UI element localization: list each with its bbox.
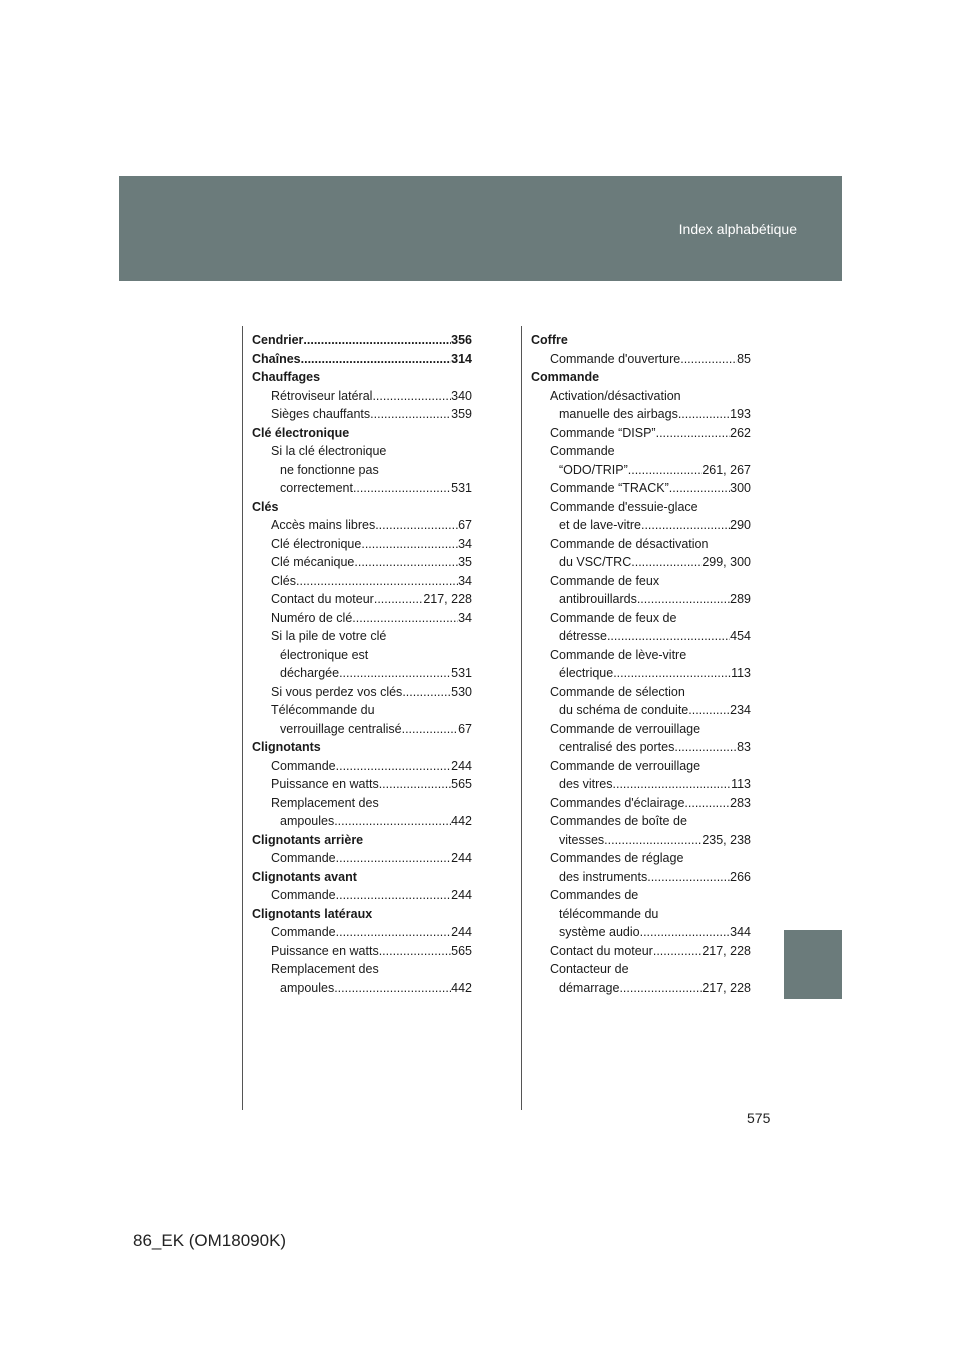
- dot-leader: [631, 553, 702, 572]
- dot-leader: [375, 516, 458, 535]
- entry-label: Sièges chauffants: [271, 407, 371, 421]
- page-reference: 531: [451, 481, 472, 495]
- dot-leader: [352, 609, 458, 628]
- entry-lead-line: [271, 553, 472, 572]
- entry-label: Clignotants arrière: [252, 832, 364, 847]
- dot-leader: [604, 831, 702, 850]
- entry-label: Numéro de clé: [271, 610, 353, 625]
- dot-leader: [641, 516, 730, 535]
- dot-leader: [619, 979, 702, 998]
- entry-lead-line: [550, 775, 751, 794]
- entry-label: système audio: [559, 925, 640, 939]
- page-reference: 565: [451, 777, 472, 791]
- entry-label: Clignotants avant: [252, 869, 357, 884]
- index-entry: [531, 350, 751, 369]
- dot-leader: [607, 627, 730, 646]
- page-reference: 314: [451, 351, 472, 366]
- entry-text-line: Commande: [550, 444, 615, 458]
- index-entry: [531, 757, 751, 794]
- entry-lead-line: [271, 535, 472, 554]
- index-entry: [252, 701, 472, 738]
- dot-leader: [647, 868, 730, 887]
- entry-text-line: Commande d'essuie-glace: [550, 499, 698, 514]
- entry-label: Clé électronique: [252, 425, 350, 440]
- entry-label: verrouillage centralisé: [280, 721, 402, 736]
- entry-lead-line: [271, 775, 472, 794]
- entry-label: Commande: [531, 370, 600, 384]
- entry-label: Contact du moteur: [271, 592, 374, 606]
- page-reference: 85: [737, 351, 751, 366]
- index-heading: [252, 368, 472, 387]
- entry-label: Puissance en watts: [271, 777, 379, 791]
- dot-leader: [674, 738, 737, 757]
- page-reference: 113: [731, 777, 751, 791]
- entry-lead-line: [252, 350, 472, 369]
- page-reference: 359: [451, 407, 472, 421]
- entry-label: Clé mécanique: [271, 555, 355, 569]
- page-reference: 299, 300: [702, 555, 751, 569]
- page-reference: 244: [451, 925, 472, 939]
- entry-label: Accès mains libres: [271, 518, 376, 532]
- index-heading: [531, 331, 751, 350]
- entry-label: Commande: [271, 888, 336, 902]
- page-reference: 217, 228: [702, 980, 751, 995]
- dot-leader: [353, 479, 451, 498]
- entry-label: et de lave-vitre: [559, 518, 641, 532]
- index-entry: [252, 516, 472, 535]
- entry-lead-line: [271, 590, 472, 609]
- index-entry: [531, 683, 751, 720]
- index-entry: [252, 590, 472, 609]
- index-entry: [252, 387, 472, 406]
- page-reference: 34: [458, 536, 472, 551]
- dot-leader: [402, 683, 451, 702]
- dot-leader: [336, 923, 452, 942]
- dot-leader: [296, 572, 458, 591]
- entry-text-line: ne fonctionne pas: [280, 462, 379, 477]
- entry-label: déchargée: [280, 666, 340, 680]
- entry-label: Commandes d'éclairage: [550, 795, 685, 810]
- entry-label: Cendrier: [252, 333, 304, 347]
- dot-leader: [640, 923, 731, 942]
- entry-lead-line: [271, 720, 472, 739]
- index-entry: [252, 609, 472, 628]
- entry-label: Puissance en watts: [271, 943, 379, 958]
- dot-leader: [370, 405, 451, 424]
- page-reference: 531: [451, 666, 472, 680]
- dot-leader: [336, 886, 452, 905]
- entry-lead-line: [550, 664, 751, 683]
- entry-lead-line: [550, 516, 751, 535]
- column-divider-middle: [521, 326, 522, 1110]
- dot-leader: [379, 942, 451, 961]
- entry-text-line: Commande de feux: [550, 573, 660, 588]
- entry-label: électrique: [559, 666, 614, 680]
- index-heading: [252, 498, 472, 517]
- dot-leader: [301, 350, 452, 369]
- entry-text-line: Remplacement des: [271, 962, 379, 976]
- index-heading: [531, 368, 751, 387]
- index-entry: [531, 812, 751, 849]
- entry-label: Contact du moteur: [550, 943, 653, 958]
- index-entry: [531, 794, 751, 813]
- entry-text-line: Contacteur de: [550, 962, 629, 976]
- page-reference: 113: [731, 666, 751, 680]
- entry-label: Chaînes: [252, 351, 301, 366]
- dot-leader: [684, 794, 730, 813]
- index-heading: [252, 831, 472, 850]
- page-reference: 356: [451, 333, 472, 347]
- entry-label: Clés: [252, 499, 279, 514]
- entry-lead-line: [550, 627, 751, 646]
- index-heading: [252, 738, 472, 757]
- page-reference: 261, 267: [702, 462, 751, 477]
- index-heading: [252, 331, 472, 350]
- entry-label: détresse: [559, 629, 607, 643]
- entry-lead-line: [550, 923, 751, 942]
- index-entry: [531, 960, 751, 997]
- index-entry: [252, 960, 472, 997]
- page-reference: 234: [730, 703, 751, 717]
- index-entry: [531, 424, 751, 443]
- page-reference: 530: [451, 684, 472, 699]
- index-entry: [252, 683, 472, 702]
- entry-label: du schéma de conduite: [559, 703, 689, 717]
- index-column-right: [531, 331, 751, 997]
- index-heading: [252, 905, 472, 924]
- dot-leader: [372, 387, 451, 406]
- entry-label: démarrage: [559, 980, 620, 995]
- entry-label: Commande: [271, 758, 336, 773]
- entry-text-line: Si la pile de votre clé: [271, 629, 387, 643]
- index-entry: [252, 442, 472, 498]
- entry-lead-line: [271, 479, 472, 498]
- dot-leader: [613, 775, 732, 794]
- dot-leader: [688, 701, 730, 720]
- entry-lead-line: [271, 609, 472, 628]
- entry-text-line: électronique est: [280, 647, 369, 662]
- dot-leader: [669, 479, 730, 498]
- entry-text-line: Commandes de réglage: [550, 851, 684, 865]
- entry-label: Commande “DISP”: [550, 425, 656, 440]
- entry-text-line: Remplacement des: [271, 795, 379, 810]
- entry-text-line: Commandes de boîte de: [550, 814, 687, 828]
- index-entry: [531, 646, 751, 683]
- entry-lead-line: [252, 331, 472, 350]
- page-reference: 83: [737, 740, 751, 754]
- entry-lead-line: [271, 812, 472, 831]
- entry-lead-line: [550, 794, 751, 813]
- entry-text-line: Commande de désactivation: [550, 536, 709, 551]
- page-reference: 244: [451, 888, 472, 902]
- dot-leader: [656, 424, 731, 443]
- index-heading: [252, 868, 472, 887]
- page-reference: 289: [730, 592, 751, 606]
- entry-lead-line: [271, 923, 472, 942]
- entry-text-line: Commande de verrouillage: [550, 721, 701, 736]
- entry-lead-line: [271, 387, 472, 406]
- dot-leader: [339, 664, 451, 683]
- index-entry: [252, 942, 472, 961]
- page-reference: 244: [451, 758, 472, 773]
- entry-label: Chauffages: [252, 370, 321, 384]
- entry-label: “ODO/TRIP”: [559, 462, 628, 477]
- dot-leader: [613, 664, 731, 683]
- entry-lead-line: [550, 424, 751, 443]
- dot-leader: [653, 942, 702, 961]
- index-entry: [531, 535, 751, 572]
- index-entry: [252, 757, 472, 776]
- entry-label: correctement: [280, 481, 353, 495]
- index-column-left: [252, 331, 472, 997]
- page-reference: 244: [451, 851, 472, 865]
- index-entry: [252, 849, 472, 868]
- entry-text-line: Commande de feux de: [550, 610, 677, 625]
- index-entry: [252, 775, 472, 794]
- index-entry: [531, 609, 751, 646]
- page-reference: 217, 228: [423, 592, 472, 606]
- dot-leader: [637, 590, 730, 609]
- entry-label: Clignotants: [252, 740, 321, 754]
- index-entry: [252, 794, 472, 831]
- entry-label: des instruments: [559, 869, 648, 884]
- entry-lead-line: [271, 664, 472, 683]
- entry-lead-line: [550, 738, 751, 757]
- entry-label: Commande: [271, 851, 336, 865]
- entry-text-line: télécommande du: [559, 906, 659, 921]
- dot-leader: [374, 590, 423, 609]
- entry-label: ampoules: [280, 980, 335, 995]
- page-reference: 300: [730, 481, 751, 495]
- dot-leader: [303, 331, 451, 350]
- entry-label: Clé électronique: [271, 536, 362, 551]
- page-reference: 262: [730, 425, 751, 440]
- entry-label: antibrouillards: [559, 592, 637, 606]
- entry-label: Commande “TRACK”: [550, 481, 669, 495]
- index-entry: [252, 405, 472, 424]
- entry-lead-line: [550, 979, 751, 998]
- index-heading: [252, 350, 472, 369]
- page-reference: 565: [451, 943, 472, 958]
- entry-label: des vitres: [559, 777, 613, 791]
- chapter-tab: [784, 930, 842, 999]
- index-entry: [531, 442, 751, 479]
- dot-leader: [354, 553, 458, 572]
- index-entry: [531, 849, 751, 886]
- dot-leader: [334, 812, 451, 831]
- dot-leader: [361, 535, 458, 554]
- index-entry: [252, 572, 472, 591]
- entry-lead-line: [271, 942, 472, 961]
- entry-lead-line: [550, 868, 751, 887]
- entry-label: du VSC/TRC: [559, 555, 632, 569]
- page-reference: 34: [458, 610, 472, 625]
- entry-text-line: Si la clé électronique: [271, 444, 387, 458]
- page-reference: 442: [451, 980, 472, 995]
- entry-lead-line: [271, 683, 472, 702]
- dot-leader: [678, 405, 730, 424]
- dot-leader: [402, 720, 459, 739]
- page-reference: 442: [451, 814, 472, 828]
- index-entry: [252, 535, 472, 554]
- index-entry: [531, 720, 751, 757]
- entry-lead-line: [550, 461, 751, 480]
- document-code: 86_EK (OM18090K): [133, 1231, 287, 1250]
- dot-leader: [336, 757, 452, 776]
- entry-text-line: Télécommande du: [271, 703, 375, 717]
- page-reference: 193: [730, 407, 751, 421]
- page-reference: 340: [451, 388, 472, 403]
- index-entry: [252, 627, 472, 683]
- entry-label: Clignotants latéraux: [252, 906, 373, 921]
- entry-label: vitesses: [559, 832, 605, 847]
- dot-leader: [336, 849, 452, 868]
- index-entry: [252, 923, 472, 942]
- page-reference: 235, 238: [702, 832, 751, 847]
- entry-lead-line: [271, 516, 472, 535]
- entry-lead-line: [550, 831, 751, 850]
- entry-text-line: Commande de lève-vitre: [550, 647, 687, 662]
- header-band: [119, 176, 842, 281]
- entry-lead-line: [271, 572, 472, 591]
- page-number: 575: [747, 1110, 771, 1126]
- entry-lead-line: [550, 942, 751, 961]
- entry-text-line: Activation/désactivation: [550, 388, 681, 403]
- page-reference: 344: [730, 925, 751, 939]
- page-reference: 283: [730, 795, 751, 810]
- entry-text-line: Commande de sélection: [550, 684, 685, 699]
- column-divider-left: [242, 326, 243, 1110]
- index-entry: [252, 886, 472, 905]
- dot-leader: [628, 461, 703, 480]
- page-reference: 290: [730, 518, 751, 532]
- dot-leader: [379, 775, 451, 794]
- page-reference: 35: [458, 555, 472, 569]
- section-title: Index alphabétique: [678, 221, 797, 237]
- entry-label: Rétroviseur latéral: [271, 388, 373, 403]
- entry-lead-line: [271, 979, 472, 998]
- entry-label: Coffre: [531, 333, 568, 347]
- page-reference: 67: [458, 721, 472, 736]
- entry-text-line: Commande de verrouillage: [550, 758, 701, 773]
- dot-leader: [334, 979, 451, 998]
- entry-lead-line: [271, 757, 472, 776]
- page-reference: 67: [458, 518, 472, 532]
- index-entry: [531, 886, 751, 942]
- index-entry: [252, 553, 472, 572]
- page-reference: 217, 228: [702, 943, 751, 958]
- entry-label: ampoules: [280, 814, 335, 828]
- entry-lead-line: [550, 701, 751, 720]
- index-heading: [252, 424, 472, 443]
- entry-label: manuelle des airbags: [559, 407, 678, 421]
- page-reference: 34: [458, 573, 472, 588]
- entry-label: Clés: [271, 573, 297, 588]
- entry-label: centralisé des portes: [559, 740, 675, 754]
- index-entry: [531, 498, 751, 535]
- entry-lead-line: [271, 886, 472, 905]
- entry-label: Commande d'ouverture: [550, 351, 681, 366]
- index-entry: [531, 387, 751, 424]
- entry-lead-line: [271, 849, 472, 868]
- index-entry: [531, 479, 751, 498]
- entry-lead-line: [550, 479, 751, 498]
- page-reference: 454: [730, 629, 751, 643]
- entry-lead-line: [550, 590, 751, 609]
- entry-lead-line: [271, 405, 472, 424]
- entry-lead-line: [550, 350, 751, 369]
- page-reference: 266: [730, 869, 751, 884]
- index-entry: [531, 942, 751, 961]
- entry-text-line: Commandes de: [550, 888, 639, 902]
- index-entry: [531, 572, 751, 609]
- entry-label: Commande: [271, 925, 336, 939]
- dot-leader: [680, 350, 737, 369]
- entry-lead-line: [550, 405, 751, 424]
- entry-lead-line: [550, 553, 751, 572]
- entry-label: Si vous perdez vos clés: [271, 684, 403, 699]
